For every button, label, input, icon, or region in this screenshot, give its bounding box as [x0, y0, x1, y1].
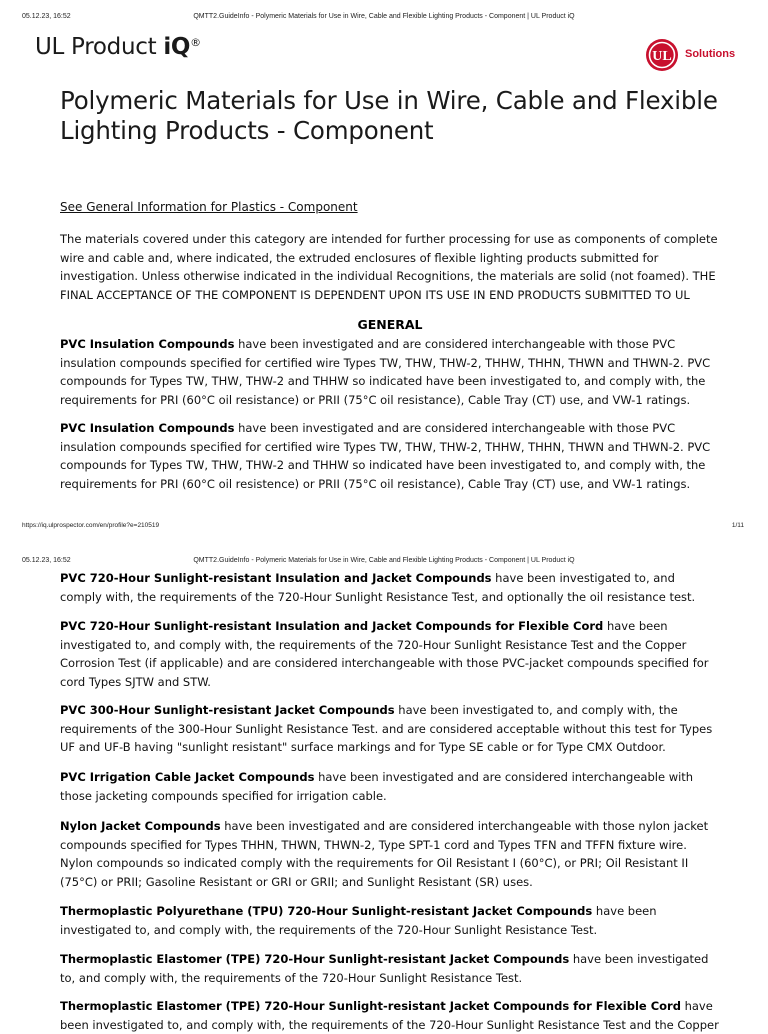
- print-url: https://iq.ulprospector.com/en/profile?e=210519: [22, 522, 160, 529]
- paragraph-text: have been investigated to, and comply with, the requirements of the 720-Hour Sunlight Resistance Test and the Copper: [60, 999, 719, 1032]
- print-date: 05.12.23, 16:52: [22, 13, 71, 20]
- print-doc-title: QMTT2.GuideInfo - Polymeric Materials for Use in Wire, Cable and Flexible Lighting Products - Component | UL Product iQ: [193, 557, 575, 564]
- paragraph-pvc-insulation-1: [60, 335, 720, 409]
- print-footer: [0, 522, 768, 534]
- paragraph-term: PVC 720-Hour Sunlight-resistant Insulation and Jacket Compounds: [60, 571, 492, 585]
- print-doc-title: QMTT2.GuideInfo - Polymeric Materials for Use in Wire, Cable and Flexible Lighting Products - Component | UL Product iQ: [193, 13, 575, 20]
- paragraph-text: have been investigated to, and comply with, the requirements of the 720-Hour Sunlight Resistance Test.: [60, 952, 709, 985]
- paragraph-term: Thermoplastic Elastomer (TPE) 720-Hour Sunlight-resistant Jacket Compounds: [60, 952, 570, 966]
- brand-registered-mark: ®: [190, 36, 201, 49]
- paragraph-pvc-720-flexible-cord: [60, 617, 720, 691]
- print-page-number: 1/11: [731, 522, 744, 529]
- ul-solutions-logo[interactable]: [645, 38, 745, 74]
- paragraph-text: have been investigated and are considered interchangeable with those PVC insulation compounds specified for certified wire Types TW, THW, THW-2, THHW, THHN, THWN and THWN-2. PVC compounds for Types TW, THW, THW-2 and THHW so indicated have been investigated to, and comply with, the requirements for PRI (60°C oil resistence) or PRII (75°C oil resistance), Cable Tray (CT) use, and VW-1 ratings.: [60, 421, 711, 491]
- ul-solutions-label: Solutions: [685, 48, 736, 60]
- brand-name: UL Product: [35, 34, 164, 60]
- paragraph-text: have been investigated and are considered interchangeable with those jacketing compounds specified for irrigation cable.: [60, 770, 694, 803]
- paragraph-term: PVC Insulation Compounds: [60, 337, 235, 351]
- print-header-page-2: [0, 554, 768, 568]
- ul-mark-icon: [645, 38, 679, 72]
- paragraph-text: have been investigated and are considered interchangeable with those nylon jacket compounds specified for Types THHN, THWN, THWN-2, Type SPT-1 cord and Types TFN and TFFN fixture wire. Nylon compounds so indicated comply with the requirements for Oil Resistant I (60°C), or PRI; Oil Resistant II (75°C) or PRII; Gasoline Resistant or GRI or GRII; and Sunlight Resistant (SR) uses.: [60, 819, 709, 889]
- brand-logo[interactable]: [35, 34, 201, 60]
- print-date: 05.12.23, 16:52: [22, 557, 71, 564]
- paragraph-text: have been investigated to, and comply with, the requirements of the 720-Hour Sunlight Resistance Test.: [60, 904, 657, 937]
- paragraph-term: PVC Insulation Compounds: [60, 421, 235, 435]
- intro-paragraph: The materials covered under this category are intended for further processing for use as components of complete wire and cable and, where indicated, the extruded enclosures of flexible lighting products submitted for investigation. Unless otherwise indicated in the individual Recognitions, the materials are solid (not foamed). THE FINAL ACCEPTANCE OF THE COMPONENT IS DEPENDENT UPON ITS USE IN END PRODUCTS SUBMITTED TO UL: [60, 232, 718, 302]
- paragraph-pvc-300-sunlight: [60, 701, 720, 757]
- general-info-link[interactable]: See General Information for Plastics - Component: [60, 200, 358, 214]
- ul-mark-text: UL: [652, 49, 672, 64]
- print-header: [0, 10, 768, 24]
- paragraph-term: Thermoplastic Elastomer (TPE) 720-Hour Sunlight-resistant Jacket Compounds for Flexible Cord: [60, 999, 681, 1013]
- page-title: Polymeric Materials for Use in Wire, Cable and Flexible Lighting Products - Component: [60, 86, 718, 145]
- paragraph-term: PVC 300-Hour Sunlight-resistant Jacket Compounds: [60, 703, 395, 717]
- paragraph-term: Thermoplastic Polyurethane (TPU) 720-Hour Sunlight-resistant Jacket Compounds: [60, 904, 593, 918]
- brand-iq: iQ: [163, 34, 191, 60]
- paragraph-pvc-irrigation: [60, 768, 720, 805]
- paragraph-text: have been investigated to, and comply with, the requirements of the 720-Hour Sunlight Resistance Test and the Copper Corrosion Test (if applicable) and are considered interchangeable with those PVC-jacket compounds specified for cord Types SJTW and STW.: [60, 619, 709, 689]
- general-heading: GENERAL: [357, 317, 423, 332]
- paragraph-term: Nylon Jacket Compounds: [60, 819, 221, 833]
- paragraph-tpe-720: [60, 950, 720, 987]
- paragraph-term: PVC 720-Hour Sunlight-resistant Insulation and Jacket Compounds for Flexible Cord: [60, 619, 604, 633]
- paragraph-nylon-jacket: [60, 817, 720, 891]
- paragraph-pvc-720-sunlight: [60, 569, 720, 606]
- paragraph-text: have been investigated to, and comply with, the requirements of the 300-Hour Sunlight Resistance Test. and are considered acceptable without this test for Types UF and UF-B having "sunlight resistant" surface markings and for Type SE cable or for Type CMX Outdoor.: [60, 703, 713, 754]
- paragraph-text: have been investigated to, and comply with, the requirements of the 720-Hour Sunlight Resistance Test, and optionally the oil resistance test.: [60, 571, 696, 604]
- paragraph-pvc-insulation-2: [60, 419, 720, 493]
- paragraph-tpe-720-flexible-cord: [60, 997, 720, 1034]
- paragraph-tpu-720: [60, 902, 720, 939]
- paragraph-text: have been investigated and are considered interchangeable with those PVC insulation compounds specified for certified wire Types TW, THW, THW-2, THHW, THHN, THWN and THWN-2. PVC compounds for Types TW, THW, THW-2 and THHW so indicated have been investigated to, and comply with, the requirements for PRI (60°C oil resistance) or PRII (75°C oil resistance), Cable Tray (CT) use, and VW-1 ratings.: [60, 337, 711, 407]
- paragraph-term: PVC Irrigation Cable Jacket Compounds: [60, 770, 315, 784]
